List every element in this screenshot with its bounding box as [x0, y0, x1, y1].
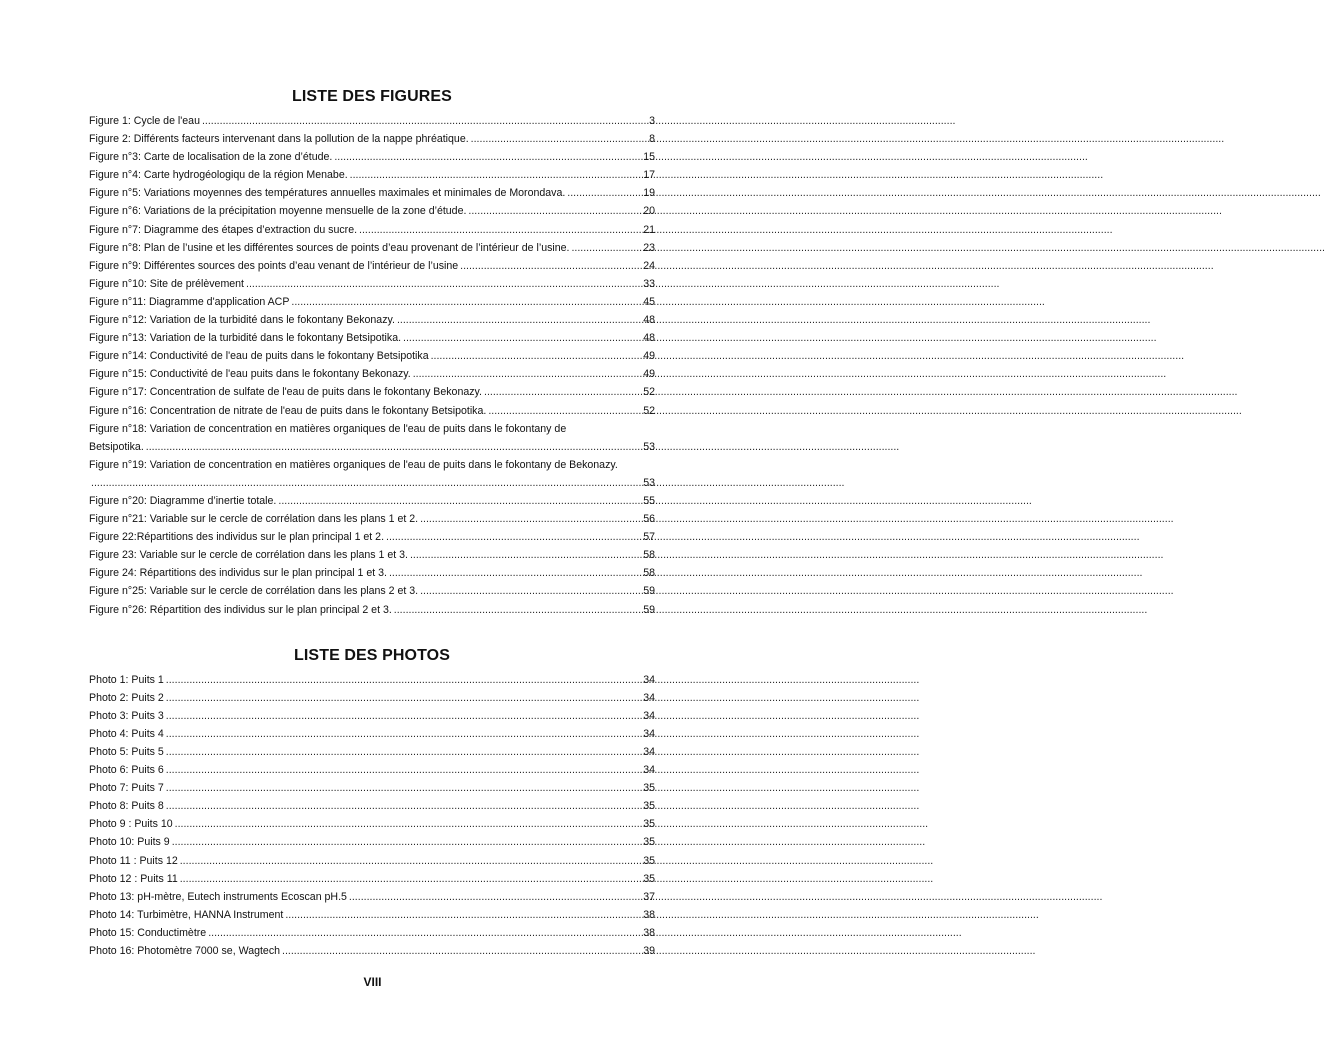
figure-18-line-2 — [89, 438, 655, 456]
entry-page-number: 15 — [643, 151, 655, 164]
figure-entry — [89, 130, 655, 148]
entry-page-number: 52 — [643, 386, 655, 399]
figure-entry — [89, 383, 655, 401]
entry-page-number: 56 — [643, 513, 655, 526]
dot-leader — [166, 743, 639, 761]
entry-title: Figure n°5: Variations moyennes des températures annuelles maximales et minimales de Morondava. — [89, 187, 566, 200]
entry-title: Figure n°14: Conductivité de l'eau de puits dans le fokontany Betsipotika — [89, 350, 429, 363]
document-page — [89, 88, 655, 960]
dot-leader — [166, 689, 639, 707]
dot-leader — [484, 383, 639, 401]
entry-title: Figure n°3: Carte de localisation de la zone d’étude. — [89, 151, 333, 164]
entry-page-number: 33 — [643, 277, 655, 290]
figure-entry — [89, 257, 655, 275]
photo-entry — [89, 833, 655, 851]
entry-title: Figure n°6: Variations de la précipitation moyenne mensuelle de la zone d’étude. — [89, 205, 467, 218]
photo-entry — [89, 761, 655, 779]
photo-entry — [89, 888, 655, 906]
photo-entry — [89, 815, 655, 833]
entry-page-number: 39 — [643, 945, 655, 958]
entry-page-number: 59 — [643, 603, 655, 616]
entry-page-number: 38 — [643, 908, 655, 921]
dot-leader — [166, 779, 639, 797]
entry-page-number: 3 — [649, 115, 655, 127]
entry-title: Photo 3: Puits 3 — [89, 709, 164, 722]
photo-entry — [89, 671, 655, 689]
figure-entry — [89, 275, 655, 293]
entry-title: Figure n°17: Concentration de sulfate de l'eau de puits dans le fokontany Bekonazy. — [89, 386, 482, 399]
entry-title: Photo 16: Photomètre 7000 se, Wagtech — [89, 945, 281, 958]
dot-leader — [460, 257, 639, 275]
dot-leader — [202, 112, 639, 130]
dot-leader — [410, 546, 639, 564]
entry-page-number: 57 — [643, 531, 655, 544]
figure-entry — [89, 528, 655, 546]
entry-page-number: 34 — [643, 673, 655, 686]
dot-leader — [166, 707, 639, 725]
entry-page-number: 24 — [643, 259, 655, 272]
figure-entry — [89, 239, 655, 257]
dot-leader — [166, 725, 639, 743]
photo-entry — [89, 707, 655, 725]
figure-19-line-2 — [89, 474, 655, 492]
entry-title: Figure n°13: Variation de la turbidité dans le fokontany Betsipotika. — [89, 332, 402, 345]
photo-entry — [89, 779, 655, 797]
entry-title: Photo 2: Puits 2 — [89, 691, 164, 704]
entry-page-number: 35 — [643, 818, 655, 831]
entry-page-number: 37 — [643, 890, 655, 903]
dot-leader — [420, 510, 639, 528]
entry-page-number: 20 — [643, 205, 655, 218]
figure-entry — [89, 347, 655, 365]
entry-title: Figure n°21: Variable sur le cercle de corrélation dans les plans 1 et 2. — [89, 513, 419, 526]
section-gap — [89, 619, 655, 647]
dot-leader — [403, 329, 639, 347]
dot-leader — [278, 492, 639, 510]
dot-leader — [291, 293, 639, 311]
entry-title: Photo 11 : Puits 12 — [89, 854, 178, 867]
dot-leader — [468, 202, 639, 220]
photo-entry — [89, 924, 655, 942]
photo-entry — [89, 870, 655, 888]
entry-title: Figure 23: Variable sur le cercle de corrélation dans les plans 1 et 3. — [89, 549, 408, 562]
dot-leader — [180, 852, 639, 870]
entry-title: Photo 15: Conductimètre — [89, 926, 207, 939]
entry-title: Figure 1: Cycle de l'eau — [89, 115, 200, 127]
dot-leader — [146, 438, 639, 456]
figure-entry — [89, 365, 655, 383]
dot-leader — [180, 870, 639, 888]
figure-18-continuation: Betsipotika. — [89, 440, 144, 453]
dot-leader — [349, 888, 639, 906]
dot-leader — [208, 924, 639, 942]
figures-list-continued — [89, 492, 655, 619]
figure-entry — [89, 492, 655, 510]
entry-page-number: 35 — [643, 854, 655, 867]
photo-entry — [89, 797, 655, 815]
figure-entry — [89, 112, 655, 130]
dot-leader — [420, 582, 639, 600]
figure-entry — [89, 582, 655, 600]
figure-18-line-1: Figure n°18: Variation de concentration en matières organiques de l'eau de puits dans le fokontany de — [89, 422, 567, 435]
entry-page-number: 35 — [643, 782, 655, 795]
page-number: VIII — [363, 975, 382, 989]
entry-title: Figure n°12: Variation de la turbidité dans le fokontany Bekonazy. — [89, 314, 395, 327]
dot-leader — [350, 166, 639, 184]
entry-page-number: 48 — [643, 314, 655, 327]
entry-title: Photo 7: Puits 7 — [89, 782, 164, 795]
entry-title: Photo 5: Puits 5 — [89, 746, 164, 758]
entry-page-number: 55 — [643, 494, 655, 507]
photo-entry — [89, 852, 655, 870]
figures-heading: LISTE DES FIGURES — [292, 88, 452, 105]
entry-page-number: 35 — [643, 800, 655, 813]
entry-title: Figure n°10: Site de prélèvement — [89, 277, 244, 290]
entry-page-number: 38 — [643, 926, 655, 939]
photo-entry — [89, 725, 655, 743]
figure-entry — [89, 202, 655, 220]
figure-entry — [89, 221, 655, 239]
dot-leader — [431, 347, 639, 365]
figure-entry — [89, 510, 655, 528]
entry-title: Figure n°9: Différentes sources des points d’eau venant de l’intérieur de l’usine — [89, 259, 459, 272]
entry-title: Figure n°26: Répartition des individus sur le plan principal 2 et 3. — [89, 603, 392, 616]
dot-leader — [246, 275, 639, 293]
dot-leader — [471, 130, 639, 148]
dot-leader — [282, 942, 639, 960]
figure-entry — [89, 166, 655, 184]
figure-entry — [89, 546, 655, 564]
entry-page-number: 52 — [643, 404, 655, 417]
figure-entry — [89, 564, 655, 582]
photo-entry — [89, 942, 655, 960]
entry-page-number: 34 — [643, 709, 655, 722]
figures-list — [89, 112, 655, 420]
entry-page-number: 34 — [643, 764, 655, 777]
entry-title: Figure n°4: Carte hydrogéologiqu de la région Menabe. — [89, 169, 348, 182]
photos-list — [89, 671, 655, 961]
entry-page-number: 58 — [643, 567, 655, 580]
dot-leader — [571, 239, 639, 257]
entry-title: Photo 8: Puits 8 — [89, 800, 164, 813]
figure-19-page: 53 — [643, 476, 655, 489]
photo-entry — [89, 906, 655, 924]
entry-title: Figure n°15: Conductivité de l'eau puits dans le fokontany Bekonazy. — [89, 368, 411, 381]
dot-leader — [488, 402, 639, 420]
entry-title: Photo 10: Puits 9 — [89, 836, 170, 849]
figure-entry — [89, 601, 655, 619]
entry-page-number: 34 — [643, 746, 655, 758]
photo-entry — [89, 743, 655, 761]
figure-18-page: 53 — [643, 440, 655, 453]
entry-page-number: 59 — [643, 585, 655, 598]
entry-page-number: 35 — [643, 836, 655, 849]
entry-page-number: 19 — [643, 187, 655, 200]
entry-page-number: 21 — [643, 223, 655, 236]
entry-title: Photo 13: pH-mètre, Eutech instruments Ecoscan pH.5 — [89, 890, 347, 903]
figure-entry — [89, 293, 655, 311]
dot-leader — [413, 365, 639, 383]
entry-page-number: 48 — [643, 332, 655, 345]
figure-entry — [89, 311, 655, 329]
dot-leader — [394, 601, 639, 619]
entry-title: Figure 24: Répartitions des individus sur le plan principal 1 et 3. — [89, 567, 387, 580]
dot-leader — [172, 833, 639, 851]
entry-title: Photo 6: Puits 6 — [89, 764, 164, 777]
photos-heading: LISTE DES PHOTOS — [294, 646, 450, 664]
entry-page-number: 49 — [643, 350, 655, 363]
figure-19-line-1: Figure n°19: Variation de concentration en matières organiques de l'eau de puits dans le fokontany de Bekonazy. — [89, 458, 618, 471]
figure-entry — [89, 329, 655, 347]
entry-title: Photo 9 : Puits 10 — [89, 818, 173, 831]
entry-page-number: 49 — [643, 368, 655, 381]
dot-leader — [389, 564, 639, 582]
dot-leader — [166, 797, 639, 815]
dot-leader — [359, 221, 639, 239]
dot-leader — [175, 815, 639, 833]
dot-leader — [285, 906, 639, 924]
dot-leader — [397, 311, 639, 329]
dot-leader — [567, 184, 639, 202]
entry-title: Photo 14: Turbimètre, HANNA Instrument — [89, 908, 284, 921]
entry-page-number: 35 — [643, 872, 655, 885]
entry-page-number: 8 — [649, 133, 655, 146]
entry-page-number: 34 — [643, 691, 655, 704]
figure-entry — [89, 184, 655, 202]
entry-page-number: 34 — [643, 727, 655, 740]
dot-leader — [166, 761, 639, 779]
figure-entry — [89, 148, 655, 166]
entry-title: Figure n°25: Variable sur le cercle de corrélation dans les plans 2 et 3. — [89, 585, 419, 598]
dot-leader — [386, 528, 639, 546]
entry-title: Figure n°8: Plan de l’usine et les différentes sources de points d’eau provenant de l’intérieur de l’usine. — [89, 241, 570, 254]
dot-leader — [166, 671, 639, 689]
entry-page-number: 17 — [643, 169, 655, 182]
entry-title: Figure 22:Répartitions des individus sur le plan principal 1 et 2. — [89, 531, 385, 544]
photo-entry — [89, 689, 655, 707]
entry-title: Photo 4: Puits 4 — [89, 727, 164, 740]
dot-leader — [334, 148, 639, 166]
entry-title: Figure n°20: Diagramme d’inertie totale. — [89, 494, 277, 507]
entry-title: Figure n°16: Concentration de nitrate de l'eau de puits dans le fokontany Betsipotika. — [89, 404, 487, 417]
figure-entry — [89, 402, 655, 420]
entry-title: Photo 12 : Puits 11 — [89, 872, 178, 885]
entry-title: Photo 1: Puits 1 — [89, 673, 164, 686]
dot-leader — [91, 474, 639, 492]
entry-page-number: 58 — [643, 549, 655, 562]
entry-title: Figure n°7: Diagramme des étapes d’extraction du sucre. — [89, 223, 358, 236]
entry-page-number: 45 — [643, 295, 655, 308]
entry-title: Figure n°11: Diagramme d'application ACP — [89, 295, 290, 308]
entry-page-number: 23 — [643, 241, 655, 254]
entry-title: Figure 2: Différents facteurs intervenant dans la pollution de la nappe phréatique. — [89, 133, 469, 146]
